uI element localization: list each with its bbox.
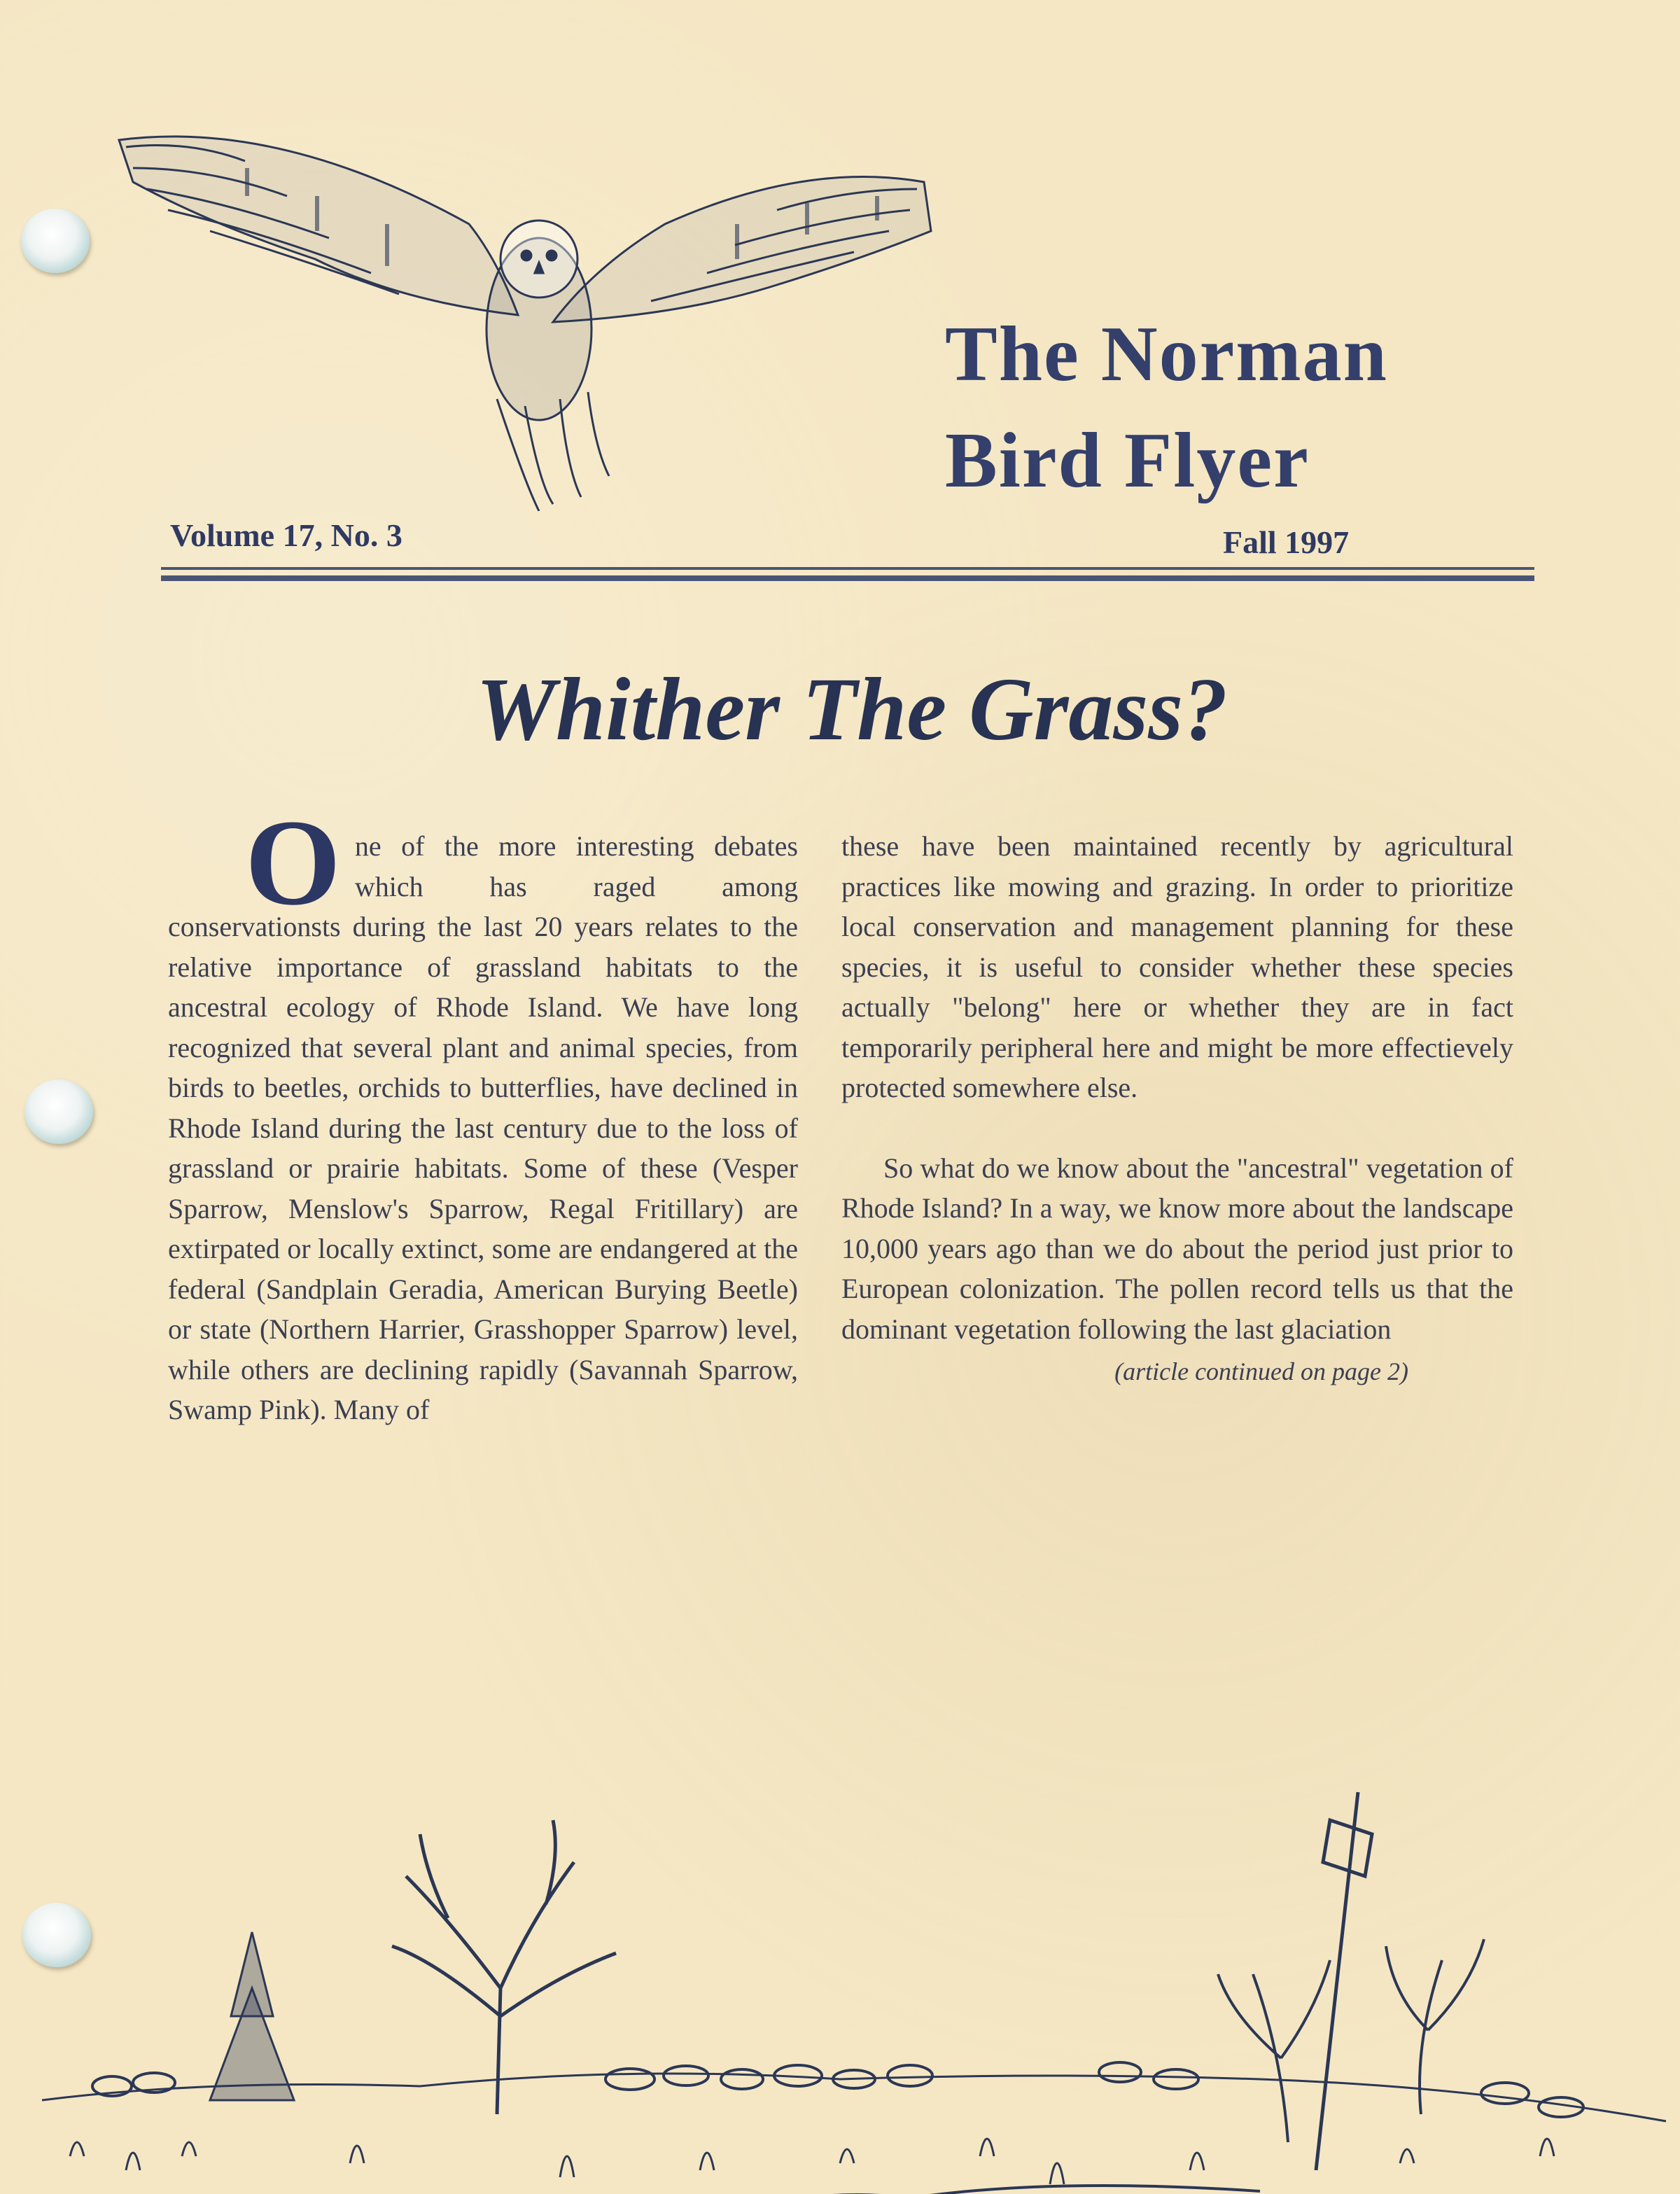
binder-hole-middle: [24, 1079, 93, 1144]
binder-hole-top: [21, 209, 90, 273]
masthead-title-line2: Bird Flyer: [945, 417, 1310, 504]
masthead-title-line1: The Norman: [945, 311, 1388, 398]
article-column-2: [841, 826, 1513, 1392]
volume-number: Volume 17, No. 3: [170, 517, 402, 553]
masthead-rule-top: [161, 567, 1534, 570]
drop-cap: O: [245, 795, 341, 931]
masthead-title: [945, 301, 1505, 514]
landscape-illustration: [0, 1526, 1680, 2194]
issue-date: Fall 1997: [1223, 524, 1350, 560]
owl-illustration: [105, 119, 938, 511]
article-paragraph-2: these have been maintained recently by agricultural practices like mowing and grazing. In order to prioritize local conservation and management planning for these species, it is useful to consider whether these species actually "belong" here or whether they are in fact temporarily peripheral here and might be more effectievely protected somewhere else.: [841, 830, 1513, 1103]
article-headline: Whither The Grass?: [476, 659, 1228, 759]
article-paragraph-1: ne of the more interesting debates which has raged among conservationsts during the last 20 years relates to the relative importance of grassland habitats to the ancestral ecology of Rhode Island. We have long recognized that several plant and animal species, from birds to beetles, orchids to butterflies, have declined in Rhode Island during the last century due to the loss of grassland or prairie habitats. Some of these (Vesper Sparrow, Menslow's Sparrow, Regal Fritillary) are extirpated or locally extinct, some are endangered at the federal (Sandplain Geradia, American Burying Beetle) or state (Northern Harrier, Grasshopper Sparrow) level, while others are declining rapidly (Savannah Sparrow, Swamp Pink). Many of: [168, 830, 798, 1425]
article-paragraph-3: So what do we know about the "ancestral" vegetation of Rhode Island? In a way, we know more about the landscape 10,000 years ago than we do about the period just prior to European colonization. The pollen record tells us that the dominant vegetation following the last glaciation: [841, 1152, 1513, 1345]
continued-note: (article continued on page 2): [1114, 1357, 1408, 1385]
article-column-1: [168, 795, 798, 1430]
masthead-rule-bottom: [161, 575, 1534, 581]
